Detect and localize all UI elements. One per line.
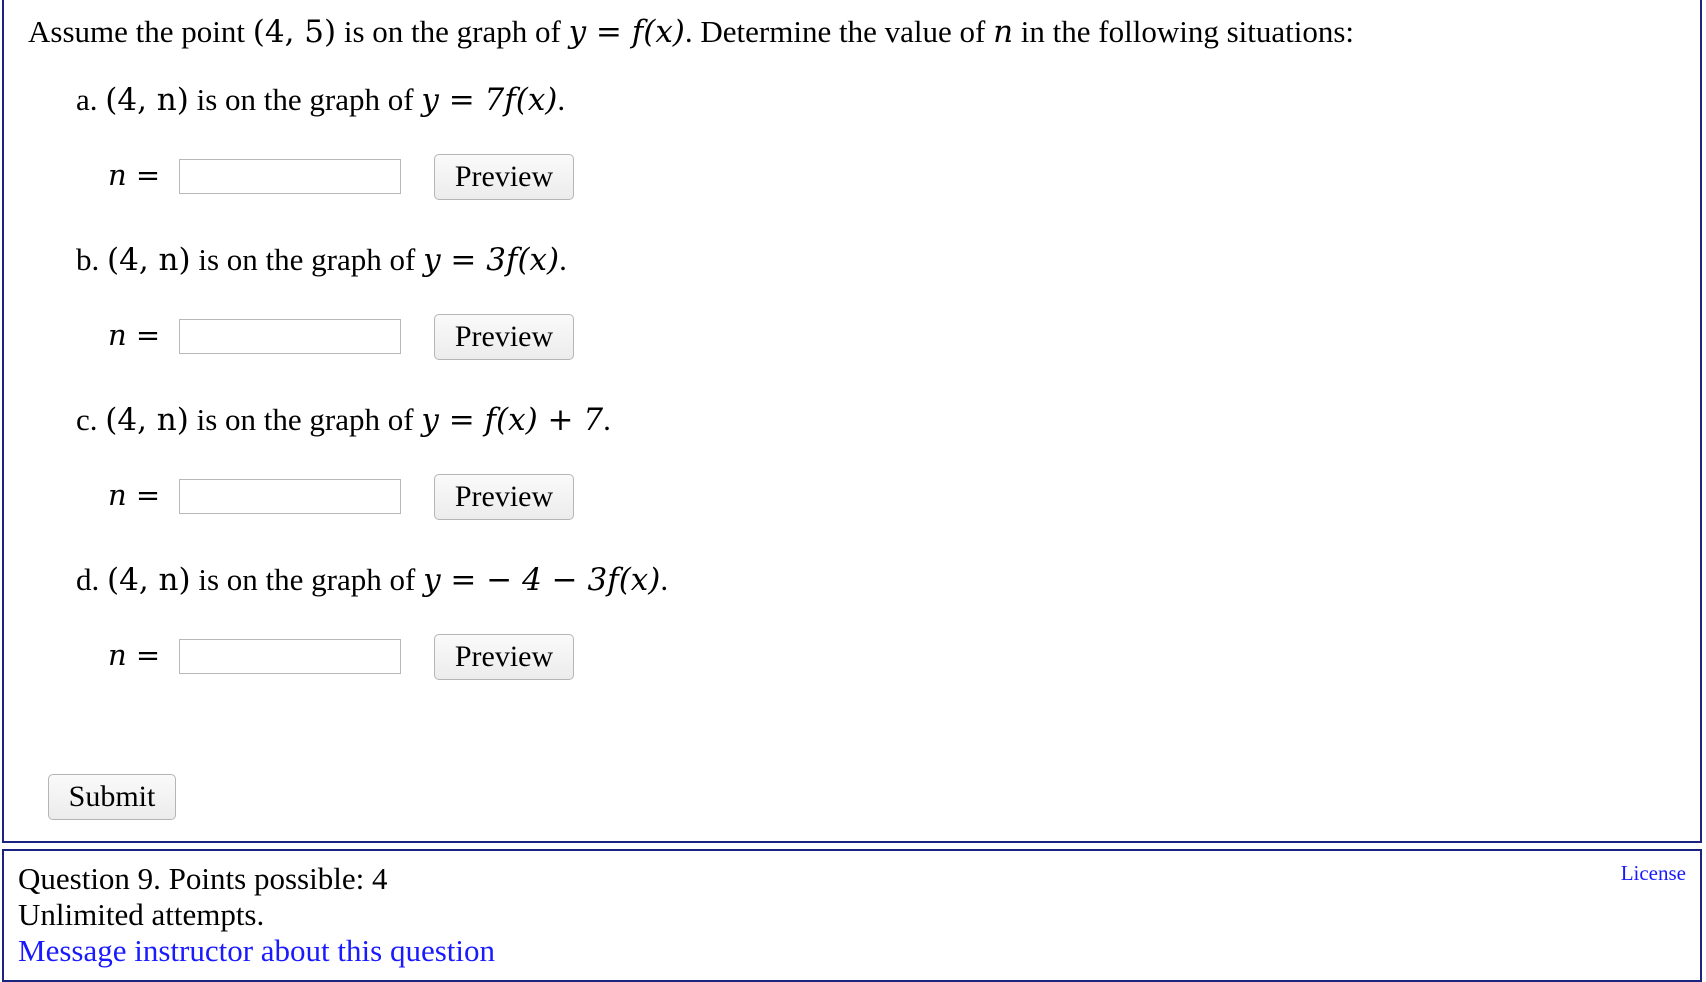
part-d-answer-input[interactable] <box>179 639 401 674</box>
part-a-n-label: n = <box>108 158 161 192</box>
part-c-statement <box>76 402 611 438</box>
part-d-prefix: d. <box>76 562 107 597</box>
part-b-equation: y = 3f(x) <box>423 242 560 278</box>
part-d-equation: y = − 4 − 3f(x) <box>423 562 661 598</box>
part-b-prefix: b. <box>76 242 107 277</box>
part-b-suffix: . <box>559 242 567 277</box>
prompt-text-post: . Determine the value of <box>684 14 994 49</box>
part-a-equation: y = 7f(x) <box>421 82 558 118</box>
part-c-n-label: n = <box>108 478 161 512</box>
part-c-preview-button[interactable]: Preview <box>434 474 574 520</box>
part-d-n-label: n = <box>108 638 161 672</box>
question-footer <box>2 849 1702 982</box>
part-c-text: is on the graph of <box>188 402 422 437</box>
license-link[interactable]: License <box>1620 861 1686 885</box>
part-a-point: (4, n) <box>105 82 189 118</box>
submit-button[interactable]: Submit <box>48 774 176 820</box>
part-c-point: (4, n) <box>105 402 189 438</box>
part-c-equation: y = f(x) + 7 <box>421 402 604 438</box>
part-d-statement <box>76 562 668 598</box>
part-a-statement <box>76 82 565 118</box>
part-a-prefix: a. <box>76 82 106 117</box>
part-b-answer-input[interactable] <box>179 319 401 354</box>
part-a-answer-input[interactable] <box>179 159 401 194</box>
prompt-text-mid: is on the graph of <box>336 14 569 49</box>
prompt-text-end: in the following situations: <box>1013 14 1355 49</box>
part-b-point: (4, n) <box>107 242 191 278</box>
part-a-suffix: . <box>557 82 566 117</box>
part-a-text: is on the graph of <box>188 82 422 117</box>
part-d-text: is on the graph of <box>190 562 424 597</box>
prompt-equation: y = f(x) <box>568 14 685 50</box>
attempts-info: Unlimited attempts. <box>18 897 265 932</box>
part-b-statement <box>76 242 567 278</box>
part-d-preview-button[interactable]: Preview <box>434 634 574 680</box>
part-d-point: (4, n) <box>107 562 191 598</box>
prompt-point: (4, 5) <box>252 14 337 50</box>
part-b-text: is on the graph of <box>190 242 424 277</box>
points-info: Question 9. Points possible: 4 <box>18 861 388 896</box>
question-panel <box>2 0 1702 843</box>
part-c-answer-input[interactable] <box>179 479 401 514</box>
part-b-preview-button[interactable]: Preview <box>434 314 574 360</box>
prompt-variable: n <box>993 14 1014 50</box>
prompt-text: Assume the point <box>28 14 253 49</box>
part-d-suffix: . <box>660 562 669 597</box>
part-a-preview-button[interactable]: Preview <box>434 154 574 200</box>
part-c-prefix: c. <box>76 402 106 437</box>
part-b-n-label: n = <box>108 318 161 352</box>
part-c-suffix: . <box>603 402 611 437</box>
message-instructor-link[interactable]: Message instructor about this question <box>18 933 495 968</box>
question-prompt <box>28 14 1354 50</box>
